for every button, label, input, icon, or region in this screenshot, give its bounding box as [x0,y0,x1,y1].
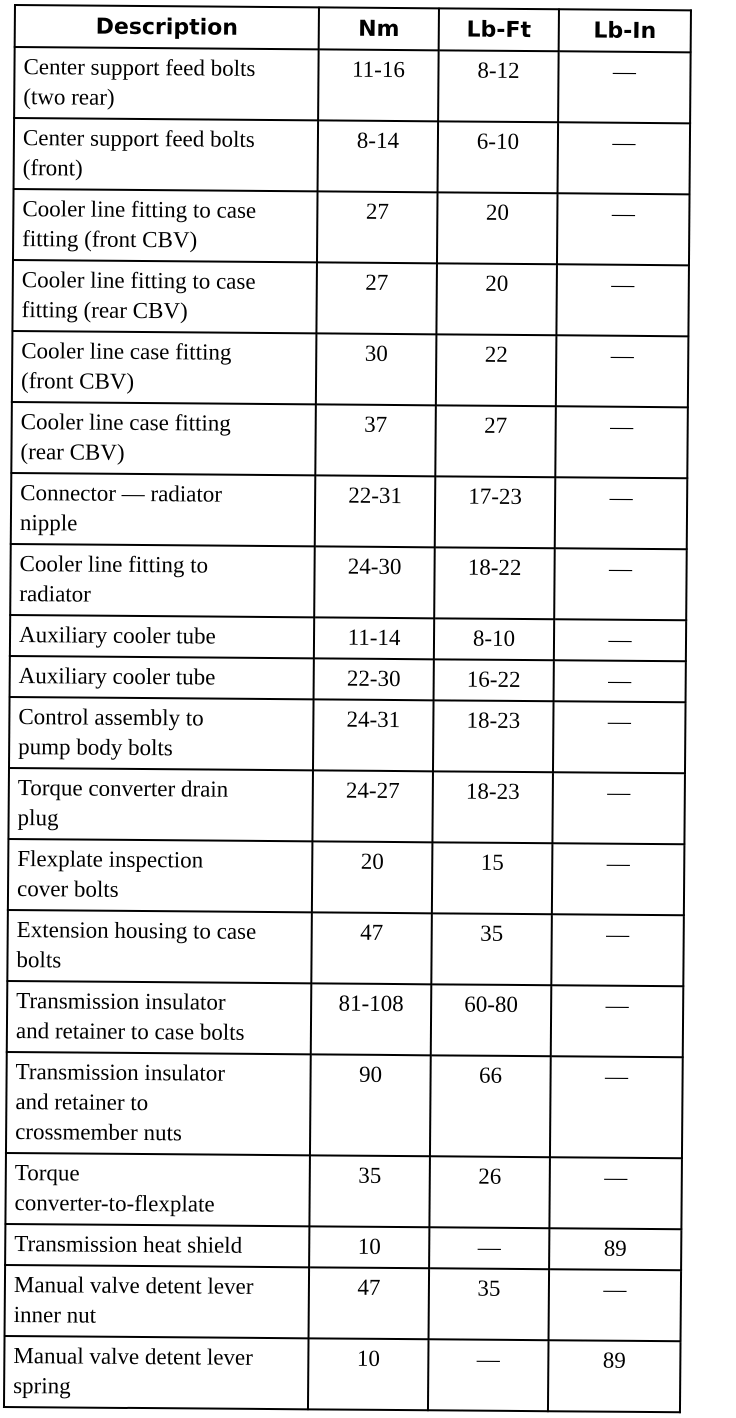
description-line: (rear CBV) [20,439,125,465]
description-cell [14,47,319,120]
nm-value-cell: 27 [317,191,438,263]
description-cell [5,1153,310,1226]
lb-in-value-cell: 89 [549,1228,681,1270]
lb-in-value-cell: — [549,1157,682,1229]
torque-spec-table [3,4,692,1413]
table-row [10,656,686,702]
nm-value-cell: 27 [316,262,437,334]
lb-ft-value-cell: 22 [436,334,557,406]
description-line: Control assembly to [18,704,204,731]
description-cell [6,1052,311,1155]
lb-ft-value-cell: 8-10 [434,618,554,660]
table-row [14,118,691,194]
nm-value-cell: 22-30 [314,658,434,700]
lb-in-value-cell: — [554,619,686,661]
description-line: Cooler line case fitting [21,338,232,365]
description-line: converter-to-flexplate [14,1190,215,1217]
table-row [9,697,686,773]
description-cell [11,473,316,546]
lb-in-value-cell: — [555,477,688,549]
description-line: Auxiliary cooler tube [18,663,216,690]
table-row [8,768,685,844]
description-line: Extension housing to case [16,917,257,944]
description-cell [10,544,315,617]
table-row [6,1052,683,1158]
table-row [7,910,684,986]
table-body [4,47,691,1412]
description-line: Transmission insulator [16,988,226,1015]
header-row [15,5,691,52]
lb-in-value-cell: — [558,51,691,123]
description-line: and retainer to [15,1089,149,1116]
table-row [10,615,686,661]
description-line: Manual valve detent lever [13,1343,253,1370]
table-row [12,260,689,336]
lb-in-value-cell: — [555,406,688,478]
nm-value-cell: 37 [315,404,436,476]
description-cell [7,981,312,1054]
lb-in-value-cell: — [558,122,691,194]
nm-value-cell: 30 [316,333,437,405]
description-cell [11,402,316,475]
lb-in-value-cell: — [549,1269,682,1341]
column-header-description: Description [15,5,319,49]
description-line: (front CBV) [20,368,135,394]
lb-ft-value-cell: 6-10 [438,121,559,193]
lb-in-value-cell: — [557,193,690,265]
description-cell [7,910,312,983]
description-line: Center support feed bolts [22,125,255,152]
lb-ft-value-cell: 18-23 [433,700,554,772]
table-row [13,189,690,265]
lb-ft-value-cell: — [429,1227,549,1269]
description-cell [14,118,319,191]
nm-value-cell: 20 [312,841,433,913]
table-row [8,839,685,915]
lb-in-value-cell: 89 [548,1340,681,1412]
description-line: cover bolts [16,876,119,902]
lb-in-value-cell: — [552,843,685,915]
description-line: fitting (front CBV) [22,226,198,253]
lb-ft-value-cell: 17-23 [435,476,556,548]
description-line: Auxiliary cooler tube [18,622,216,649]
table-row [7,981,684,1057]
description-line: (two rear) [23,84,115,110]
lb-ft-value-cell: 20 [437,192,558,264]
description-line: Cooler line case fitting [20,409,231,436]
description-line: and retainer to case bolts [15,1018,245,1045]
description-cell [9,697,314,770]
description-line: inner nut [13,1302,97,1328]
nm-value-cell: 8-14 [318,120,439,192]
lb-in-value-cell: — [552,772,685,844]
description-cell [12,331,317,404]
description-line: Torque converter drain [17,775,229,802]
lb-in-value-cell: — [554,660,686,702]
description-line: Transmission heat shield [14,1231,243,1258]
table-row [12,331,689,407]
nm-value-cell: 24-30 [314,546,435,618]
table-row [4,1336,681,1412]
description-cell [5,1265,310,1338]
description-cell [4,1336,309,1409]
description-cell [12,260,317,333]
nm-value-cell: 11-16 [318,49,439,121]
lb-in-value-cell: — [553,701,686,773]
torque-spec-sheet [3,4,704,1413]
lb-ft-value-cell: 27 [435,405,556,477]
description-line: Cooler line fitting to case [21,267,256,294]
nm-value-cell: 47 [309,1267,430,1339]
description-line: Flexplate inspection [17,846,204,873]
description-line: Transmission insulator [15,1059,226,1086]
nm-value-cell: 10 [309,1226,429,1268]
lb-ft-value-cell: 66 [430,1055,551,1157]
description-cell [8,839,313,912]
description-cell [5,1224,309,1267]
lb-ft-value-cell: 20 [436,263,557,335]
description-cell [13,189,318,262]
description-line: pump body bolts [18,734,173,761]
description-line: fitting (rear CBV) [21,297,188,324]
table-row [10,544,687,620]
nm-value-cell: 24-31 [313,699,434,771]
table-row [5,1153,682,1229]
column-header-nm: Nm [319,7,439,50]
description-line: Center support feed bolts [23,54,256,81]
lb-in-value-cell: — [551,914,684,986]
nm-value-cell: 22-31 [315,475,436,547]
description-cell [10,656,314,699]
description-line: (front) [22,155,83,181]
nm-value-cell: 24-27 [312,770,433,842]
column-header-lb-in: Lb-In [559,9,691,52]
description-cell [8,768,313,841]
table-row [5,1224,681,1270]
description-line: Manual valve detent lever [13,1272,254,1299]
nm-value-cell: 11-14 [314,617,434,659]
lb-in-value-cell: — [554,548,687,620]
description-line: bolts [16,947,62,973]
lb-ft-value-cell: 18-22 [434,547,555,619]
description-cell [10,615,314,658]
nm-value-cell: 90 [310,1054,431,1156]
nm-value-cell: 81-108 [311,983,432,1055]
lb-ft-value-cell: 15 [432,842,553,914]
table-row [14,47,691,123]
lb-ft-value-cell: 60-80 [431,984,552,1056]
description-line: Cooler line fitting to case [22,196,257,223]
lb-ft-value-cell: 16-22 [434,659,554,701]
description-line: Connector — radiator [20,480,223,507]
lb-ft-value-cell: — [428,1339,549,1411]
description-line: Cooler line fitting to [19,551,209,578]
lb-ft-value-cell: 26 [429,1156,550,1228]
table-row [11,473,688,549]
description-line: spring [13,1373,71,1399]
lb-ft-value-cell: 35 [431,913,552,985]
lb-ft-value-cell: 8-12 [438,50,559,122]
nm-value-cell: 47 [311,912,432,984]
lb-ft-value-cell: 35 [429,1268,550,1340]
description-line: nipple [19,510,78,536]
lb-in-value-cell: — [551,985,684,1057]
lb-in-value-cell: — [556,264,689,336]
lb-ft-value-cell: 18-23 [432,771,553,843]
description-line: Torque [14,1160,80,1186]
column-header-lb-ft: Lb-Ft [439,8,559,51]
table-row [5,1265,682,1341]
description-line: radiator [19,581,91,607]
nm-value-cell: 10 [308,1338,429,1410]
description-line: crossmember nuts [15,1119,182,1146]
table-row [11,402,688,478]
nm-value-cell: 35 [309,1155,430,1227]
lb-in-value-cell: — [556,335,689,407]
lb-in-value-cell: — [550,1056,683,1158]
description-line: plug [17,805,59,831]
